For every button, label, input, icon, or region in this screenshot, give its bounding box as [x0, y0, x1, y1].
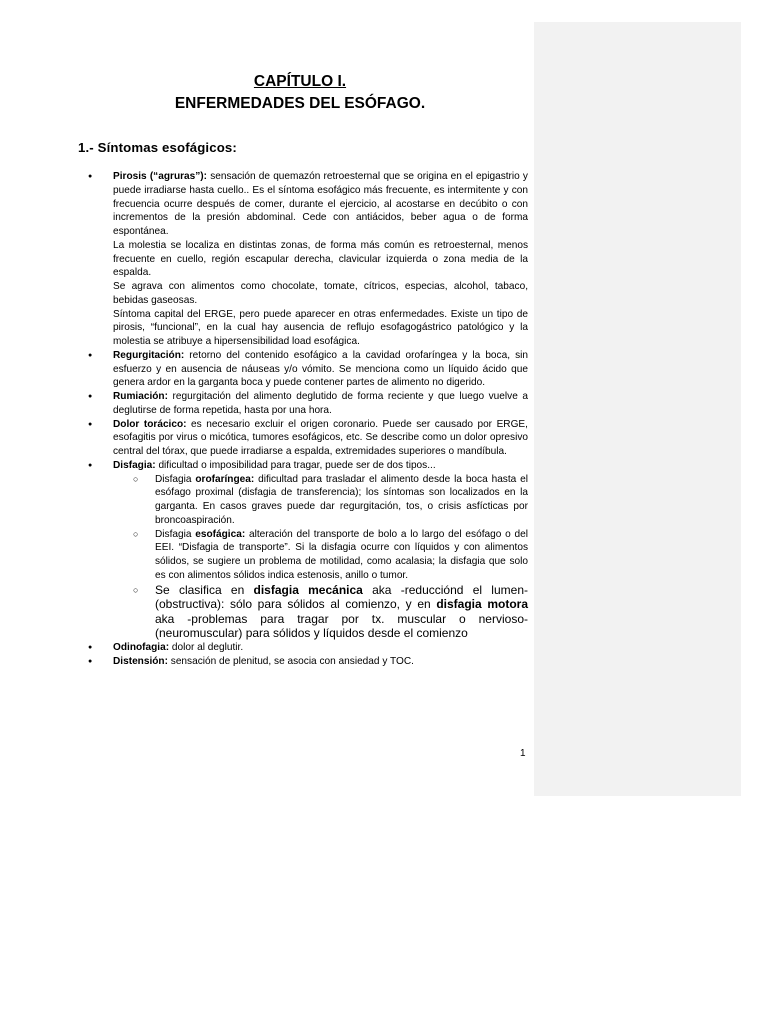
- clasificacion-text-2: aka -reducciónd el lumen- (obstructiva): sólo para sólidos al comienzo, y en: [155, 582, 528, 612]
- pirosis-paragraph-3: Se agrava con alimentos como chocolate, tomate, cítricos, especias, alcohol, tabaco, bebidas gaseosas.: [113, 281, 528, 306]
- disfagia-term: Disfagia:: [113, 459, 156, 471]
- list-item-pirosis: [88, 170, 528, 349]
- chapter-title: ENFERMEDADES DEL ESÓFAGO.: [174, 95, 426, 112]
- sublist-item-esofagica: [133, 528, 528, 583]
- regurgitacion-text: retorno del contenido esofágico a la cavidad orofaríngea y la boca, sin esfuerzo y en ausencia de náuseas y/o vómito. Se menciona como un líquido ácido que genera ardor en la garganta boca y puede contener partes de alimento no digerido.: [113, 349, 528, 389]
- page-number: 1: [520, 748, 526, 759]
- list-item-regurgitacion: [88, 349, 528, 390]
- list-item-dolor-toracico: [88, 418, 528, 459]
- disfagia-sublist: [113, 473, 528, 641]
- below-page-area: [0, 796, 768, 1024]
- symptom-list: [88, 170, 528, 668]
- list-item-odinofagia: [88, 641, 528, 655]
- list-item-distension: [88, 655, 528, 669]
- dolor-text: es necesario excluir el origen coronario. Puede ser causado por ERGE, esofagitis por virus o micótica, tumores esofágicos, etc. Se describe como un dolor opresivo central del tórax, que puede irradiarse a espalda, extremidades superiores o mandíbula.: [113, 418, 528, 457]
- disfagia-mecanica-term: disfagia mecánica: [253, 582, 363, 597]
- orofaringea-text: dificultad para trasladar el alimento desde la boca hasta el esófago proximal (disfagia de transferencia); los síntomas son localizados en la garganta. En casos graves puede dar regurgitación, tos, o crisis asfícticas por broncoaspiración.: [155, 473, 528, 526]
- comment-margin-pane: [534, 22, 741, 796]
- pirosis-paragraph-2: La molestia se localiza en distintas zonas, de forma más común es retroesternal, menos frecuente en cuello, región escapular derecha, clavicular izquierda o zona media de la espalda.: [113, 239, 528, 279]
- sublist-item-orofaringea: [133, 473, 528, 528]
- disfagia-text: dificultad o imposibilidad para tragar, puede ser de dos tipos...: [155, 459, 436, 471]
- rumiacion-term: Rumiación:: [113, 391, 168, 402]
- pirosis-text-1: sensación de quemazón retroesternal que se origina en el epigastrio y puede irradiarse hasta cuello.. Es el síntoma esofágico más frecuente, es intermitente y con frecuencia ocurre después de comer, durante el ejercicio, al acostarse en decúbito o con incrementos de la presión abdominal. Cede con antiácidos, beber agua o de forma espontánea.: [113, 171, 528, 237]
- dolor-term: Dolor torácico:: [113, 418, 187, 430]
- symptom-list-container: [88, 170, 528, 668]
- sublist-item-clasificacion: [133, 583, 528, 641]
- orofaringea-prefix: Disfagia: [155, 473, 196, 485]
- regurgitacion-term: Regurgitación:: [113, 349, 185, 361]
- chapter-number: CAPÍTULO I.: [253, 73, 347, 90]
- pirosis-paragraph-4: Síntoma capital del ERGE, pero puede aparecer en otras enfermedades. Existe un tipo de pirosis, “funcional”, en la cual hay ausencia de reflujo esofagogástrico patológico y la molestia se atribuye a hipersensibilidad load esofágica.: [113, 308, 528, 347]
- orofaringea-term: orofaríngea:: [195, 473, 255, 485]
- pirosis-term: Pirosis (“agruras”):: [113, 171, 208, 182]
- odinofagia-text: dolor al deglutir.: [169, 641, 244, 653]
- distension-term: Distensión:: [113, 655, 168, 667]
- disfagia-motora-term: disfagia motora: [436, 597, 528, 612]
- clasificacion-text-3: aka -problemas para tragar por tx. muscular o nervioso- (neuromuscular) para sólidos y líquidos desde el comienzo: [155, 611, 528, 641]
- distension-text: sensación de plenitud, se asocia con ansiedad y TOC.: [167, 655, 414, 667]
- clasificacion-text-1: Se clasifica en: [155, 582, 254, 597]
- pirosis-paragraph-1: [113, 170, 528, 239]
- list-item-disfagia: [88, 459, 528, 641]
- odinofagia-term: Odinofagia:: [113, 641, 170, 653]
- esofagica-term: esofágica:: [195, 528, 246, 540]
- esofagica-text: alteración del transporte de bolo a lo largo del esófago o del EEI. “Disfagia de transporte”. Si la disfagia ocurre con líquidos y con alimentos sólidos, se sugiere un problema de motilidad, como acalasia; la disfagia que solo es con alimentos sólidos indica estenosis, anillo o tumor.: [155, 528, 528, 581]
- esofagica-prefix: Disfagia: [155, 528, 196, 540]
- section-heading: 1.- Síntomas esofágicos:: [78, 140, 237, 155]
- list-item-rumiacion: [88, 390, 528, 418]
- rumiacion-text: regurgitación del alimento deglutido de forma reciente y que luego vuelve a deglutirse de forma repetida, hasta por una hora.: [113, 391, 528, 416]
